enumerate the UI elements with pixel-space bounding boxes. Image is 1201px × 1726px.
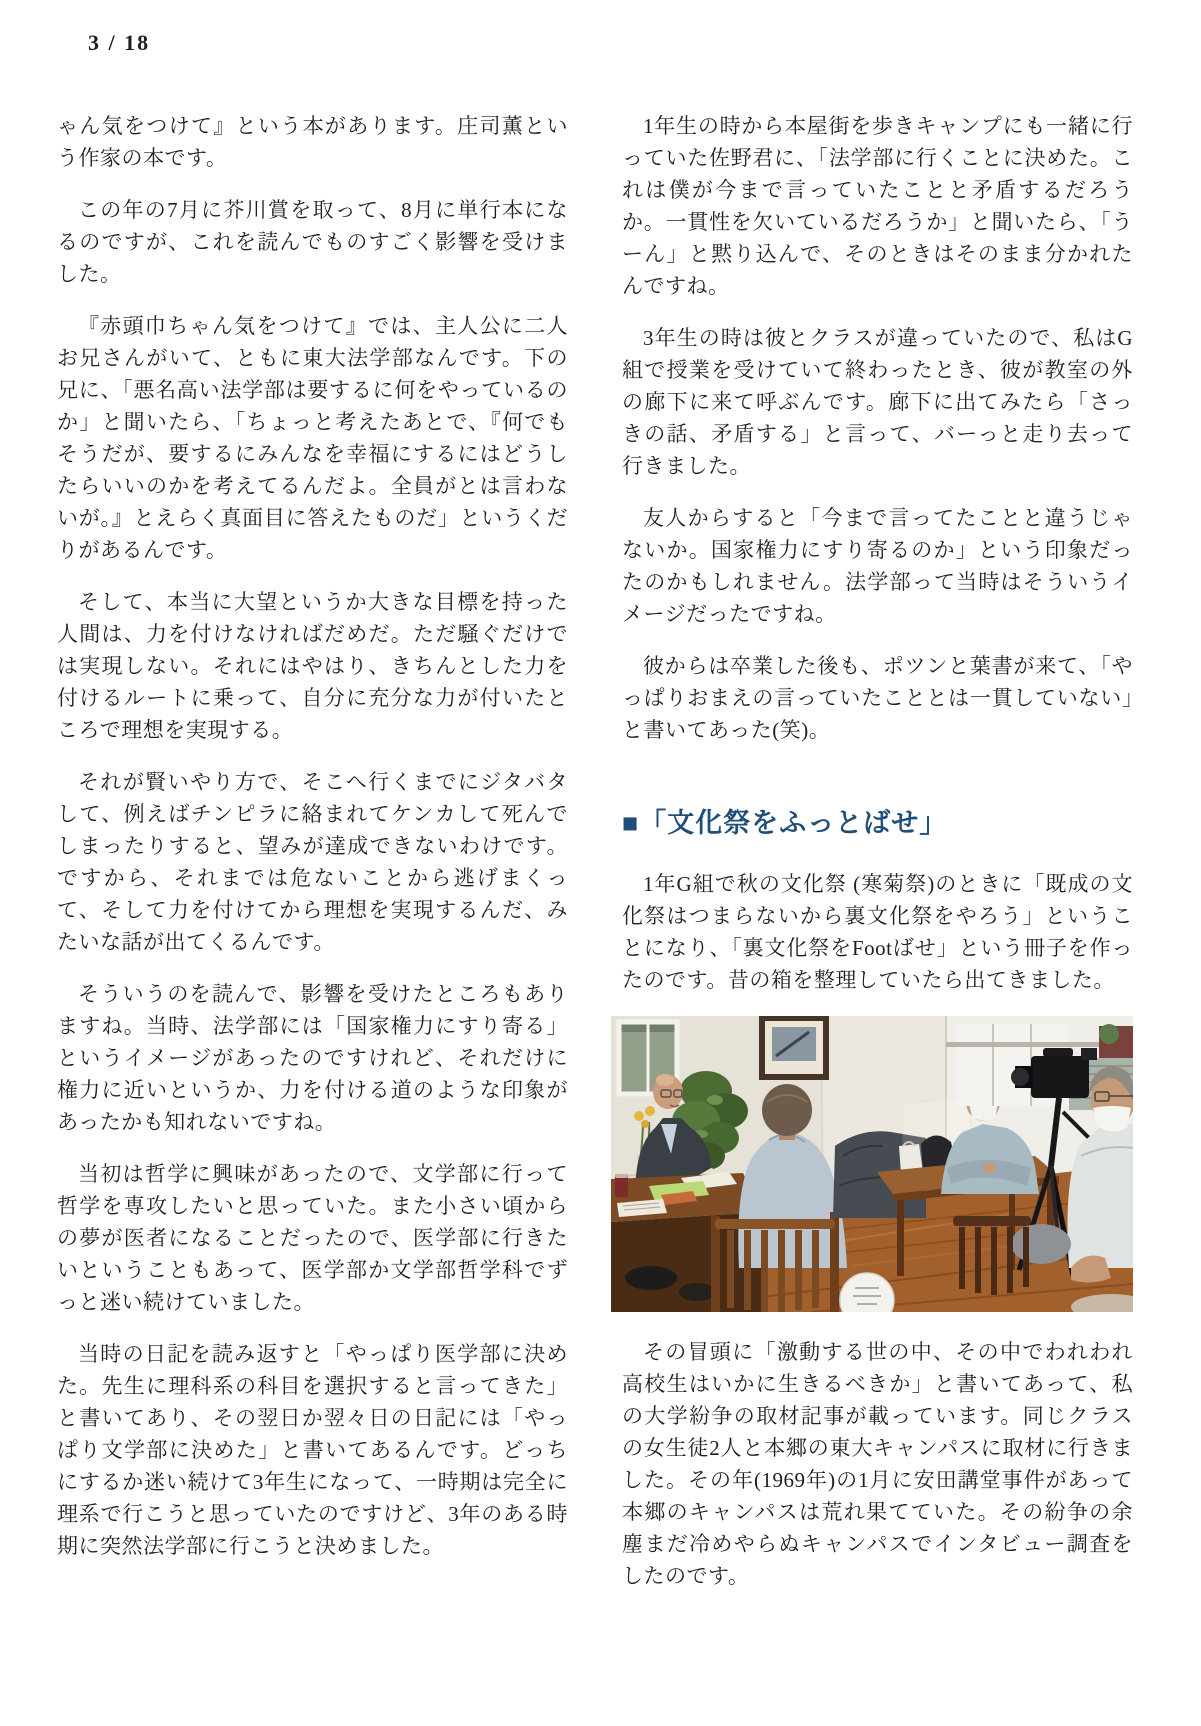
- section-heading: ■「文化祭をふっとばせ」: [622, 808, 948, 838]
- body-paragraph: ゃん気をつけて』という本があります。庄司薫という作家の本です。: [57, 114, 568, 170]
- body-paragraph: そういうのを読んで、影響を受けたところもありますね。当時、法学部には「国家権力にすり寄る」というイメージがあったのですけれど、それだけに権力に近いというか、力を付ける道のような印象があったかも知れないですね。: [57, 982, 568, 1134]
- left-column: [57, 110, 568, 1612]
- body-paragraph: 3年生の時は彼とクラスが違っていたので、私はG組で授業を受けていて終わったとき、彼が教室の外の廊下に来て呼ぶんです。廊下に出てみたら「さっきの話、矛盾する」と言って、バーっと走り去って行きました。: [622, 326, 1133, 478]
- body-paragraph: 当時の日記を読み返すと「やっぱり医学部に決めた。先生に理科系の科目を選択すると言ってきた」と書いてあり、その翌日か翌々日の日記には「やっぱり文学部に決めた」と書いてあるんです。どっちにするか迷い続けて3年生になって、一時期は完全に理系で行こうと思っていたのですけど、3年のある時期に突然法学部に行こうと決めました。: [57, 1342, 568, 1558]
- body-paragraph: そして、本当に大望というか大きな目標を持った人間は、力を付けなければだめだ。ただ騒ぐだけでは実現しない。それにはやはり、きちんとした力を付けるルートに乗って、自分に充分な力が付いたところで理想を実現する。: [57, 590, 568, 742]
- body-paragraph: 『赤頭巾ちゃん気をつけて』では、主人公に二人お兄さんがいて、ともに東大法学部なんです。下の兄に、「悪名高い法学部は要するに何をやっているのか」と聞いたら、「ちょっと考えたあとで、『何でもそうだが、要するにみんなを幸福にするにはどうしたらいいのかを考えてるんだよ。全員がとは言わないが。』とえらく真面目に答えたものだ」というくだりがあるんです。: [57, 314, 568, 562]
- page-number: 3 / 18: [88, 30, 151, 55]
- photo-framed-picture: [759, 1016, 829, 1080]
- body-paragraph: この年の7月に芥川賞を取って、8月に単行本になるのですが、これを読んでものすごく影響を受けました。: [57, 198, 568, 286]
- interview-photo-illustration: [611, 1016, 1133, 1312]
- right-column: [622, 110, 1133, 1612]
- body-paragraph: 彼からは卒業した後も、ポツンと葉書が来て、「やっぱりおまえの言っていたこととは一貫していない」と書いてあった(笑)。: [622, 654, 1133, 742]
- body-paragraph: それが賢いやり方で、そこへ行くまでにジタバタして、例えばチンピラに絡まれてケンカして死んでしまったりすると、望みが達成できないわけです。ですから、それまでは危ないことから逃げまくって、そして力を付けてから理想を実現するんだ、みたいな話が出てくるんです。: [57, 770, 568, 954]
- interview-photo: [611, 1016, 1133, 1312]
- body-paragraph: 当初は哲学に興味があったので、文学部に行って哲学を専攻したいと思っていた。また小さい頃からの夢が医者になることだったので、医学部に行きたいということもあって、医学部か文学部哲学科でずっと迷い続けていました。: [57, 1162, 568, 1314]
- body-paragraph: 友人からすると「今まで言ってたことと違うじゃないか。国家権力にすり寄るのか」という印象だったのかもしれません。法学部って当時はそういうイメージだったですね。: [622, 506, 1133, 626]
- body-paragraph: 1年生の時から本屋街を歩きキャンプにも一緒に行っていた佐野君に、「法学部に行くことに決めた。これは僕が今まで言っていたことと矛盾するだろうか。一貫性を欠いているだろうか」と聞いたら、「うーん」と黙り込んで、そのときはそのまま分かれたんですね。: [622, 114, 1133, 298]
- body-paragraph: その冒頭に「激動する世の中、その中でわれわれ高校生はいかに生きるべきか」と書いてあって、私の大学紛争の取材記事が載っています。同じクラスの女生徒2人と本郷の東大キャンパスに取材に行きました。その年(1969年)の1月に安田講堂事件があって本郷のキャンパスは荒れ果てていた。その紛争の余塵まだ冷めやらぬキャンパスでインタビュー調査をしたのです。: [622, 1340, 1133, 1588]
- body-paragraph: 1年G組で秋の文化祭 (寒菊祭)のときに「既成の文化祭はつまらないから裏文化祭をやろう」ということになり、「裏文化祭をFootばせ」という冊子を作ったのです。昔の箱を整理していたら出てきました。: [622, 872, 1133, 992]
